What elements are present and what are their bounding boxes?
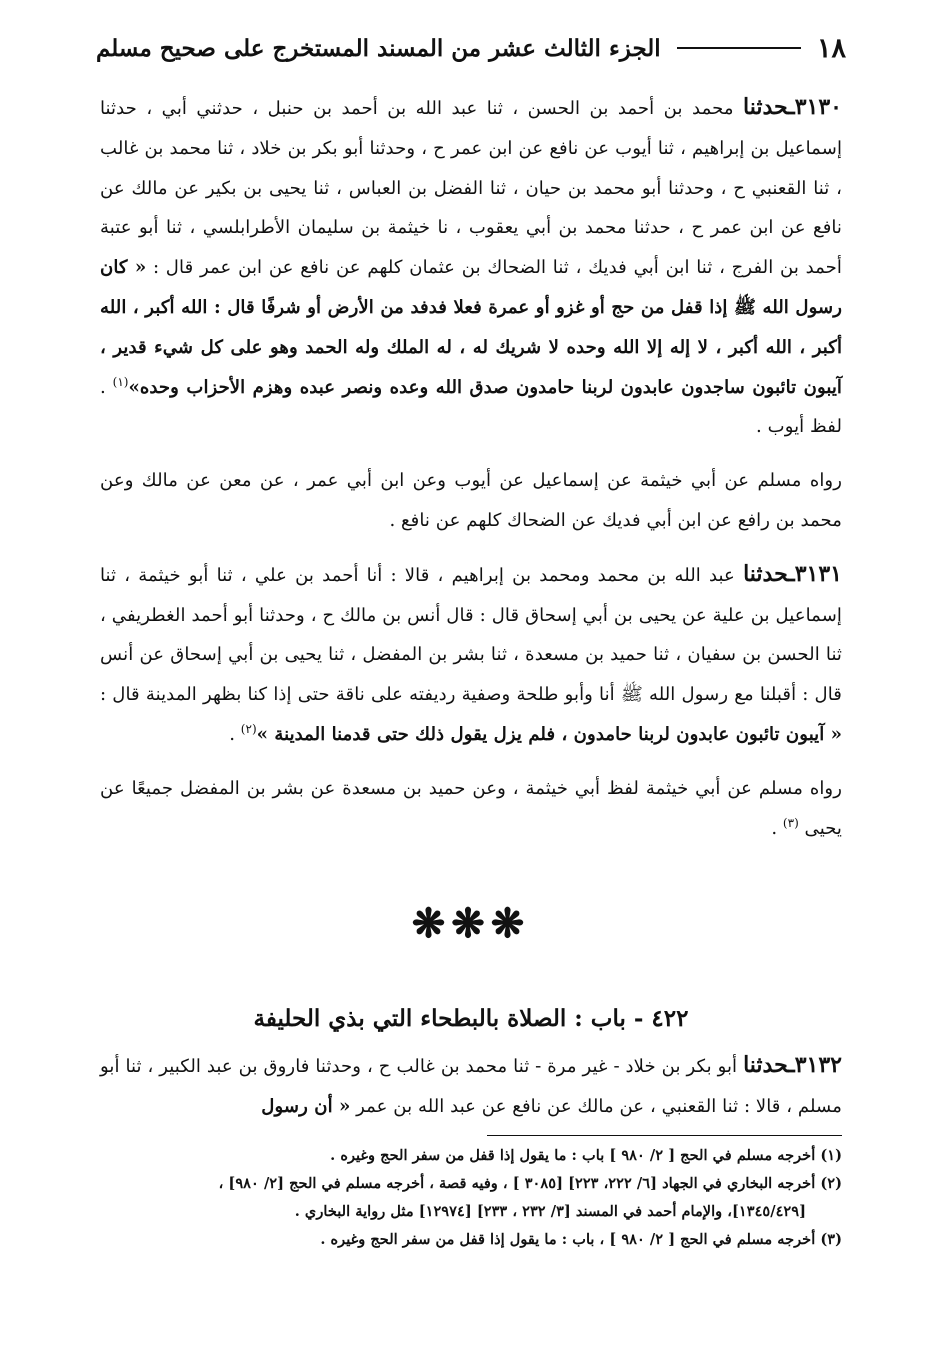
hadith-number: ٣١٣٠ـحدثنا <box>743 94 842 120</box>
hadith-note: . لفظ أيوب . <box>100 376 842 438</box>
hadith-note: . <box>229 723 235 745</box>
riwayah-3131 <box>100 769 842 849</box>
page-number: ١٨ <box>816 32 846 64</box>
chapter-heading: ٤٢٢ - باب : الصلاة بالبطحاء التي بذي الحليفة <box>253 1005 689 1033</box>
hadith-isnad: عبد الله بن محمد ومحمد بن إبراهيم ، قالا : أنا أحمد بن علي ، ثنا أبو خيثمة ، ثنا إسماعيل بن علية عن يحيى بن أبي إسحاق قال : قال أنس بن مالك ح ، وحدثنا أبو أحمد الغطريفي ، ثنا الحسن بن سفيان ، ثنا حميد بن مسعدة ، ثنا بشر بن المفضل ، ثنا يحيى بن أبي إسحاق عن أنس قال : أقبلنا مع رسول الله ﷺ أنا وأبو طلحة وصفية رديفته على ناقة حتى إذا كنا بظهر المدينة قال : <box>100 564 842 706</box>
hadith-matn: « آيبون تائبون عابدون لربنا حامدون ، فلم يزل يقول ذلك حتى قدمنا المدينة » <box>256 723 842 745</box>
footnote-1: (١) أخرجه مسلم في الحج [ ٢/ ٩٨٠ ] باب : ما يقول إذا قفل من سفر الحج وغيره . <box>330 1146 842 1164</box>
hadith-number: ٣١٣٢ـحدثنا <box>743 1052 842 1079</box>
hadith-isnad: محمد بن أحمد بن الحسن ، ثنا عبد الله بن أحمد بن حنبل ، حدثني أبي ، حدثنا إسماعيل بن إبراهيم ، ثنا أيوب عن نافع عن ابن عمر ح ، وحدثنا أبو بكر بن خلاد ، ثنا محمد بن غالب ، ثنا القعنبي ح ، وحدثنا أبو محمد بن حيان ، ثنا الفضل بن العباس ، ثنا يحيى بن بكير عن مالك عن نافع عن ابن عمر ح ، حدثنا محمد بن أبي يعقوب ، نا خيثمة بن سليمان الأطرابلسي ، ثنا أبو عتبة أحمد بن الفرج ، ثنا ابن أبي فديك ، ثنا الضحاك بن عثمان كلهم عن نافع عن ابن عمر قال : <box>100 98 842 279</box>
page-body <box>100 88 842 1254</box>
riwayah-text: رواه مسلم عن أبي خيثمة عن إسماعيل عن أيوب وعن ابن أبي عمر ، عن معن عن مالك وعن محمد بن رافع عن ابن أبي فديك عن الضحاك كلهم عن نافع . <box>100 470 842 531</box>
hadith-matn: « أن رسول <box>261 1096 351 1118</box>
header-rule <box>677 47 801 49</box>
riwayah-end: . <box>771 817 778 839</box>
footnote-ref[interactable]: (٣) <box>782 815 799 830</box>
footnote-2-continued: [١٣٤٥/٤٢٩]، والإمام أحمد في المسند [٣/ ٢٣٢ ، ٢٣٣] [١٢٩٧٤] مثل رواية البخاري . <box>294 1202 806 1220</box>
footnote-ref[interactable]: (٢) <box>240 721 257 736</box>
page-header <box>96 28 846 68</box>
hadith-3130 <box>100 88 842 447</box>
footnotes <box>100 1142 842 1254</box>
hadith-matn: « كان رسول الله ﷺ إذا قفل من حج أو غزو أو عمرة فعلا فدفد من الأرض أو شرفًا قال : الله أكبر ، الله أكبر ، الله أكبر ، لا إله إلا الله وحده لا شريك له ، له الملك وله الحمد وهو على كل شيء قدير ، آيبون تائبون ساجدون عابدون لربنا حامدون صدق الله وعده ونصر عبده وهزم الأحزاب وحده» <box>100 257 842 398</box>
hadith-3131 <box>100 555 842 755</box>
footnote-ref[interactable]: (١) <box>112 374 129 389</box>
footnote-rule <box>487 1135 842 1136</box>
hadith-number: ٣١٣١ـحدثنا <box>743 560 842 587</box>
riwayah-text: رواه مسلم عن أبي خيثمة لفظ أبي خيثمة ، وعن حميد بن مسعدة عن بشر بن المفضل جميعًا عن يحيى <box>100 777 842 839</box>
running-title: الجزء الثالث عشر من المسند المستخرج على صحيح مسلم <box>96 34 661 62</box>
hadith-3132 <box>100 1046 842 1127</box>
footnote-2: (٢) أخرجه البخاري في الجهاد [٦/ ٢٢٢، ٢٢٣] [٣٠٨٥ ] ، وفيه قصة ، أخرجه مسلم في الحج [٢/ ٩٨٠] ، <box>218 1174 842 1192</box>
hadith-isnad: أبو بكر بن خلاد - غير مرة - ثنا محمد بن غالب ح ، وحدثنا فاروق بن عبد الكبير ، ثنا أبو مسلم ، قالا : ثنا القعنبي ، عن مالك عن نافع عن عبد الله بن عمر <box>100 1056 842 1118</box>
footnote-3: (٣) أخرجه مسلم في الحج [ ٢/ ٩٨٠ ] ، باب : ما يقول إذا قفل من سفر الحج وغيره . <box>320 1230 842 1248</box>
section-separator: ❋❋❋ <box>411 900 531 948</box>
riwayah-3130 <box>100 461 842 541</box>
